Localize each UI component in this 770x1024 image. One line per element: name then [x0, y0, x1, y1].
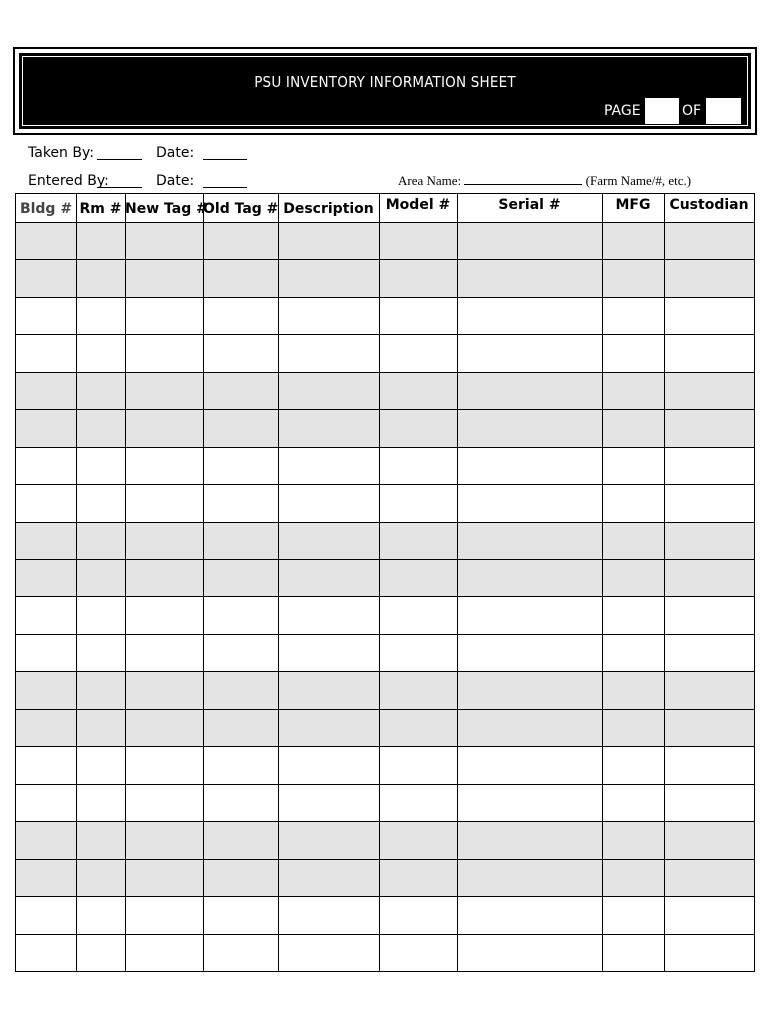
table-row[interactable] [16, 223, 754, 260]
taken-by-label: Taken By: [28, 145, 94, 161]
inventory-table [15, 193, 755, 972]
header-custodian: Custodian [669, 197, 749, 213]
taken-date-field[interactable] [203, 145, 247, 164]
header-mfg: MFG [615, 197, 651, 213]
column-divider [203, 194, 204, 971]
column-divider [602, 194, 603, 971]
table-row[interactable] [16, 335, 754, 372]
header-new-tag: New Tag # [125, 201, 208, 217]
header-model: Model # [385, 197, 451, 213]
area-name-line [398, 173, 691, 189]
entered-by-label: Entered By: [28, 173, 109, 189]
taken-by-field[interactable] [97, 145, 142, 164]
table-row[interactable] [16, 822, 754, 859]
column-divider [76, 194, 77, 971]
table-row[interactable] [16, 635, 754, 672]
header-banner-inner [19, 53, 751, 129]
table-row[interactable] [16, 373, 754, 410]
header-old-tag: Old Tag # [203, 201, 279, 217]
table-header-row [16, 194, 754, 223]
page-title: PSU INVENTORY INFORMATION SHEET [254, 73, 516, 91]
area-name-field[interactable] [464, 173, 582, 185]
table-row[interactable] [16, 785, 754, 822]
table-row[interactable] [16, 523, 754, 560]
header-rm: Rm # [79, 201, 122, 217]
entered-by-field[interactable] [97, 173, 142, 192]
table-row[interactable] [16, 860, 754, 897]
table-row[interactable] [16, 710, 754, 747]
table-row[interactable] [16, 448, 754, 485]
table-row[interactable] [16, 897, 754, 934]
entered-date-label: Date: [156, 173, 195, 189]
taken-date-label: Date: [156, 145, 195, 161]
table-row[interactable] [16, 747, 754, 784]
area-name-label: Area Name: [398, 173, 462, 188]
header-bldg: Bldg # [19, 201, 73, 217]
header-banner [13, 47, 757, 135]
page-label: PAGE [604, 103, 641, 119]
column-divider [125, 194, 126, 971]
entered-date-field[interactable] [203, 173, 247, 192]
area-name-hint: (Farm Name/#, etc.) [585, 173, 692, 188]
header-serial: Serial # [498, 197, 561, 213]
table-row[interactable] [16, 298, 754, 335]
table-row[interactable] [16, 672, 754, 709]
table-row[interactable] [16, 935, 754, 972]
of-label: OF [682, 103, 702, 119]
header-description: Description [283, 201, 374, 217]
table-row[interactable] [16, 598, 754, 635]
column-divider [664, 194, 665, 971]
table-row[interactable] [16, 260, 754, 297]
table-row[interactable] [16, 560, 754, 597]
page-total-field[interactable] [706, 98, 741, 124]
column-divider [457, 194, 458, 971]
page-number-field[interactable] [645, 98, 679, 124]
column-divider [379, 194, 380, 971]
column-divider [278, 194, 279, 971]
table-row[interactable] [16, 485, 754, 522]
table-row[interactable] [16, 410, 754, 447]
